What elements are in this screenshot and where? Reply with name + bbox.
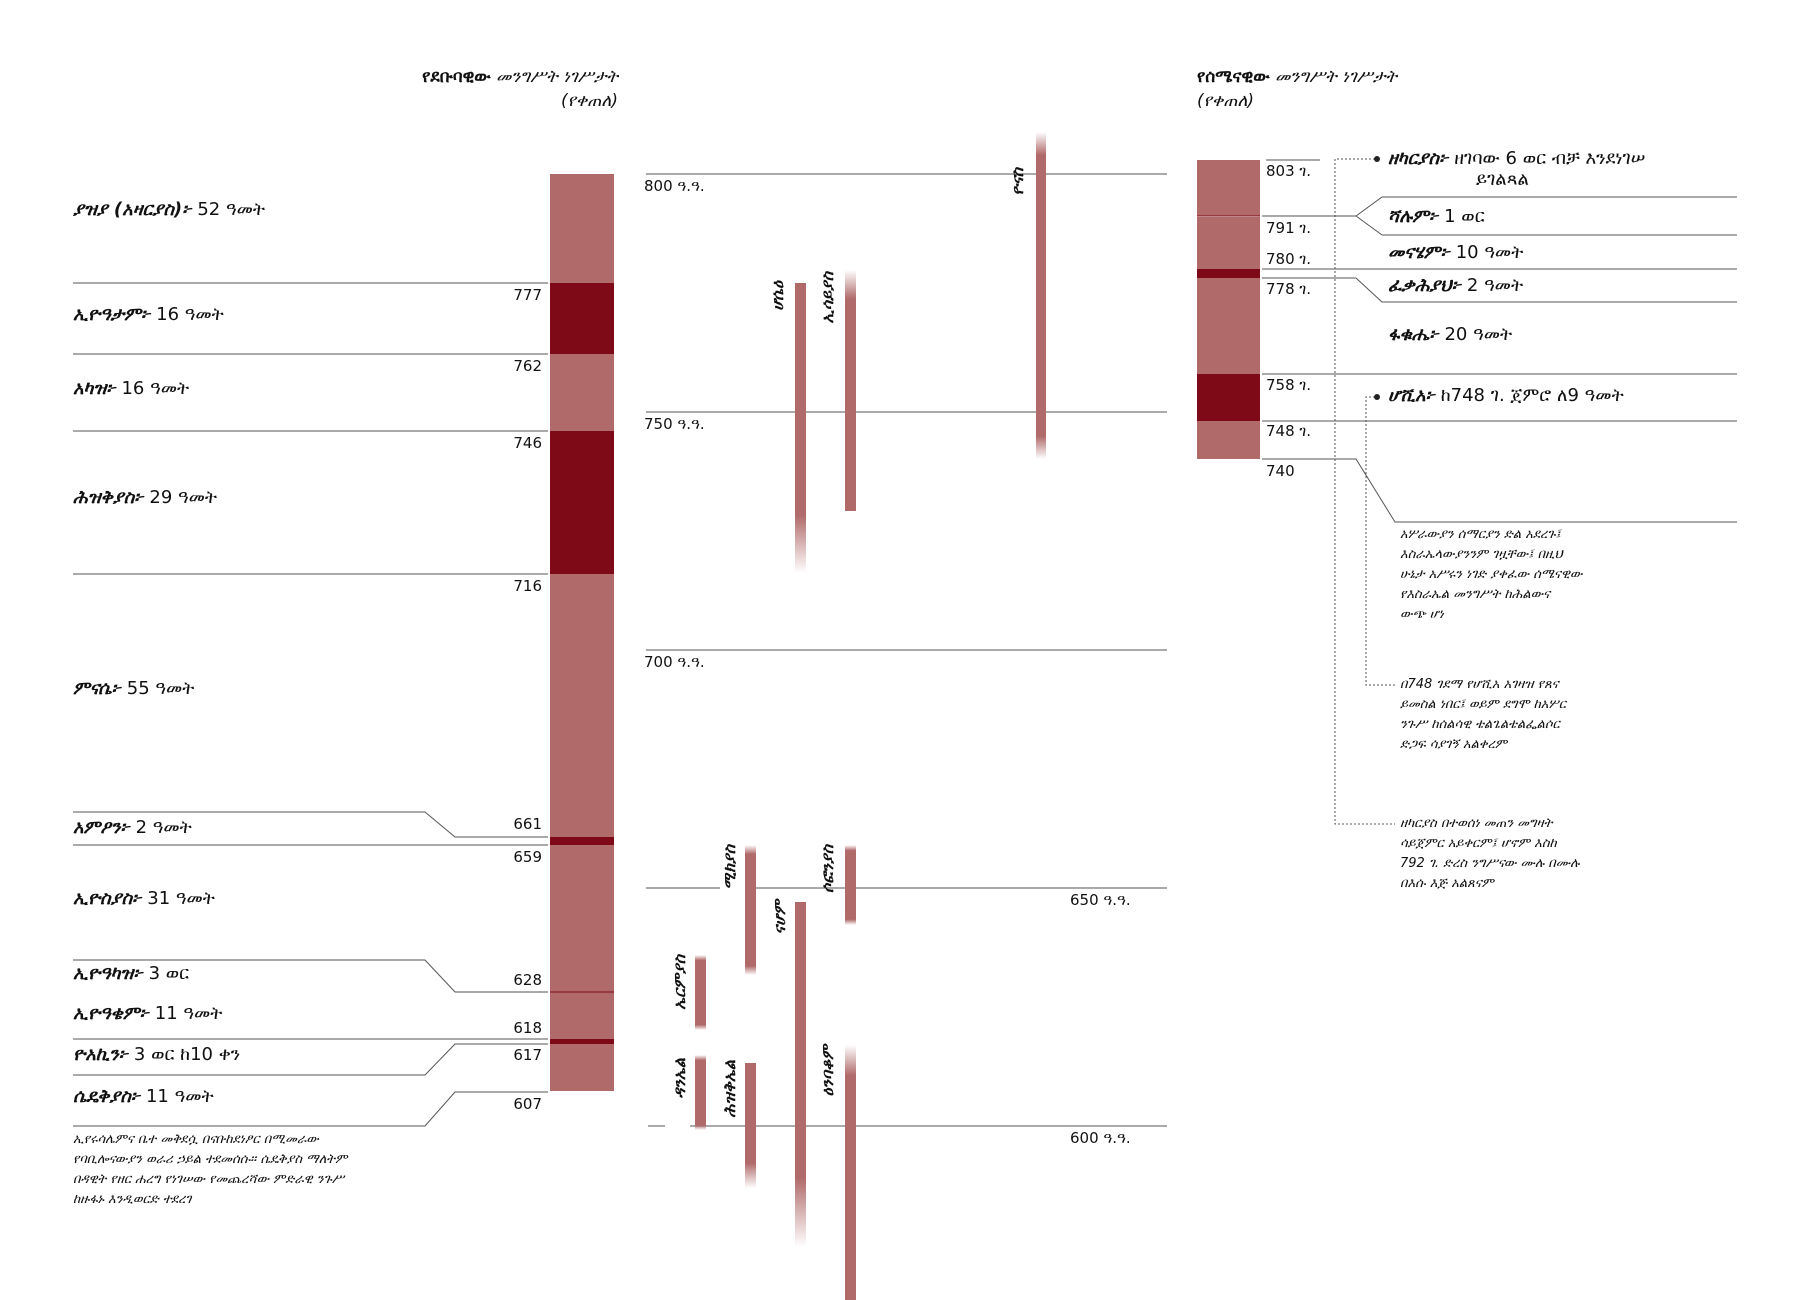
prophet-bars [695, 132, 1046, 1300]
bar-zedekiah [550, 1044, 614, 1091]
bar-josiah [550, 845, 614, 1039]
israel-note-fall: አሦራውያን ሰማርያን ድል አደረጉ፤ እስራኤላውያንንም ገዟቸው፤ በዚህ ሁኔታ አሥሩን ነገድ ያቀፈው ሰሜናዊው የእስራኤል መንግሥት ከሕልውና ውጭ ሆነ [1400, 527, 1583, 622]
israel-header [1197, 65, 1517, 113]
prophet-zephaniah: ሶፎንያስ [818, 845, 837, 894]
era-label: 800 ዓ.ዓ. [644, 177, 705, 195]
judah-king-ahaz: አካዝ፦ 16 ዓመት [73, 378, 190, 399]
israel-king-zechariah: ዘካርያስ፦ ዘገባው 6 ወር ብቻ እንደነገሠ ይገልጻል [1388, 148, 1646, 190]
judah-reign-bar [550, 174, 614, 1091]
judah-king-zedekiah: ሴዴቅያስ፦ 11 ዓመት [73, 1086, 214, 1107]
judah-king-jehoiachin: ዮአኪን፦ 3 ወር ከ10 ቀን [73, 1044, 241, 1065]
judah-year: 618 [513, 1019, 542, 1037]
prophet-jeremiah: ኤርምያስ [670, 955, 689, 1010]
judah-king-jehoiakim: ኢዮዓቄም፦ 11 ዓመት [73, 1003, 223, 1024]
era-label: 750 ዓ.ዓ. [644, 415, 705, 433]
bar-shallum-menahem [1197, 217, 1260, 269]
judah-year: 659 [513, 848, 542, 866]
bar-uzziah [550, 174, 614, 283]
judah-year: 607 [513, 1095, 542, 1113]
israel-year: 780 ገ. [1266, 250, 1312, 268]
israel-connectors [1335, 159, 1395, 824]
israel-year: 778 ገ. [1266, 280, 1312, 298]
prophet-habakkuk: ዕንባቆም [818, 1045, 837, 1097]
bar-hezekiah [550, 431, 614, 574]
judah-king-manasseh: ምናሴ፦ 55 ዓመት [73, 678, 195, 699]
prophet-hosea: ሆሴዕ [768, 281, 787, 311]
judah-header-italic: መንግሥት ነገሥታት [496, 67, 618, 87]
zechariah-bullet [1374, 156, 1380, 162]
era-label: 650 ዓ.ዓ. [1070, 891, 1131, 909]
judah-note: ኢየሩሳሌምና ቤተ መቅደሷ በናቡከደነፆር በሚመራው የባቢሎናውያን ወራሪ ኃይል ተደመሰሱ። ሴዴቅያስ ማለትም በዳዊት የዘር ሐረግ የነገሠው የመጨረሻው ምድራዊ ንጉሥ ከዙፋኑ እንዲወርድ ተደረገ [73, 1132, 348, 1207]
era-lines [646, 174, 1167, 1126]
israel-year: 758 ገ. [1266, 376, 1312, 394]
bar-micah [745, 845, 756, 975]
judah-header-bold: የደቡባዊው [422, 67, 491, 87]
israel-king-menahem: መናሄም፦ 10 ዓመት [1388, 242, 1524, 263]
judah-year: 746 [513, 434, 542, 452]
era-label: 600 ዓ.ዓ. [1070, 1129, 1131, 1147]
bar-hoshea-early [1197, 374, 1260, 421]
judah-king-josiah: ኢዮስያስ፦ 31 ዓመት [73, 888, 215, 909]
judah-year: 617 [513, 1046, 542, 1064]
bar-hoshea [1197, 421, 1260, 459]
israel-header-sub: (የቀጠለ) [1197, 91, 1255, 111]
israel-year: 791 ገ. [1266, 219, 1312, 237]
israel-note-zechariah: ዘካርያስ በተወሰነ መጠን መግዛት ሳይጀምር አይቀርም፤ ሆኖም እስከ 792 ገ. ድረስ ንግሥናው ሙሉ በሙሉ በእሱ እጅ አልጸናም [1400, 816, 1580, 891]
judah-year: 777 [513, 286, 542, 304]
prophet-daniel: ዳንኤል [670, 1058, 689, 1099]
bar-pekahiah [1197, 269, 1260, 278]
judah-year: 716 [513, 577, 542, 595]
bar-ahaz [550, 354, 614, 431]
judah-separators [73, 283, 548, 1126]
hoshea-bullet [1374, 394, 1380, 400]
israel-year: 740 [1266, 462, 1295, 480]
bar-pekah [1197, 278, 1260, 374]
judah-year: 661 [513, 815, 542, 833]
judah-king-amon: አምዖን፦ 2 ዓመት [73, 817, 192, 838]
israel-king-hoshea: ሆሺአ፦ ከ748 ገ. ጀምሮ ለ9 ዓመት [1388, 385, 1624, 406]
bar-hosea [795, 283, 806, 573]
bar-jeremiah [795, 902, 806, 1247]
israel-header-bold: የሰሜናዊው [1197, 67, 1270, 87]
judah-king-uzziah: ያዝያ (አዛርያስ)፦ 52 ዓመት [73, 199, 266, 220]
prophet-isaiah: ኢሳይያስ [818, 272, 837, 324]
era-label: 700 ዓ.ዓ. [644, 653, 705, 671]
bar-daniel [745, 1063, 756, 1188]
israel-reign-bar [1197, 160, 1260, 459]
prophet-nahum: ናሆም [770, 900, 789, 935]
bar-nahum [695, 955, 706, 1030]
israel-year: 803 ገ. [1266, 162, 1312, 180]
judah-year: 628 [513, 971, 542, 989]
judah-king-jotham: ኢዮዓታም፦ 16 ዓመት [73, 304, 224, 325]
judah-header [360, 65, 618, 113]
bar-jonah [1036, 132, 1046, 459]
judah-king-jehoahaz: ኢዮዓካዝ፦ 3 ወር [73, 963, 190, 984]
israel-king-pekahiah: ፈቃሕያህ፦ 2 ዓመት [1388, 275, 1524, 296]
israel-year: 748 ገ. [1266, 422, 1312, 440]
judah-year: 762 [513, 357, 542, 375]
israel-king-shallum: ሻሉም፦ 1 ወር [1388, 206, 1485, 227]
bar-manasseh [550, 574, 614, 837]
bar-zechariah [1197, 160, 1260, 216]
israel-note-hoshea: በ748 ገደማ የሆሺአ አገዛዝ የጸና ይመስል ነበር፤ ወይም ደግሞ ከአሦር ንጉሥ ከሰልሳዊ ቴልጌልቴልፌልሶር ድጋፍ ሳያገኝ አልቀረም [1400, 677, 1566, 752]
bar-jehoiakim [550, 1039, 614, 1044]
bar-zephaniah [845, 845, 856, 925]
bar-ezekiel [845, 1045, 856, 1300]
judah-king-hezekiah: ሕዝቅያስ፦ 29 ዓመት [73, 487, 218, 508]
israel-king-pekah: ፋቁሔ፦ 20 ዓመት [1388, 324, 1513, 345]
israel-header-italic: መንግሥት ነገሥታት [1274, 67, 1397, 87]
bar-habakkuk [695, 1055, 706, 1130]
bar-jotham [550, 283, 614, 354]
bar-isaiah [845, 270, 856, 511]
prophet-ezekiel: ሕዝቅኤል [720, 1060, 739, 1118]
prophet-jonah: ዮናስ [1008, 168, 1027, 196]
judah-header-sub: (የቀጠለ) [560, 91, 618, 111]
prophet-micah: ሚክያስ [720, 845, 739, 890]
bar-amon [550, 837, 614, 845]
